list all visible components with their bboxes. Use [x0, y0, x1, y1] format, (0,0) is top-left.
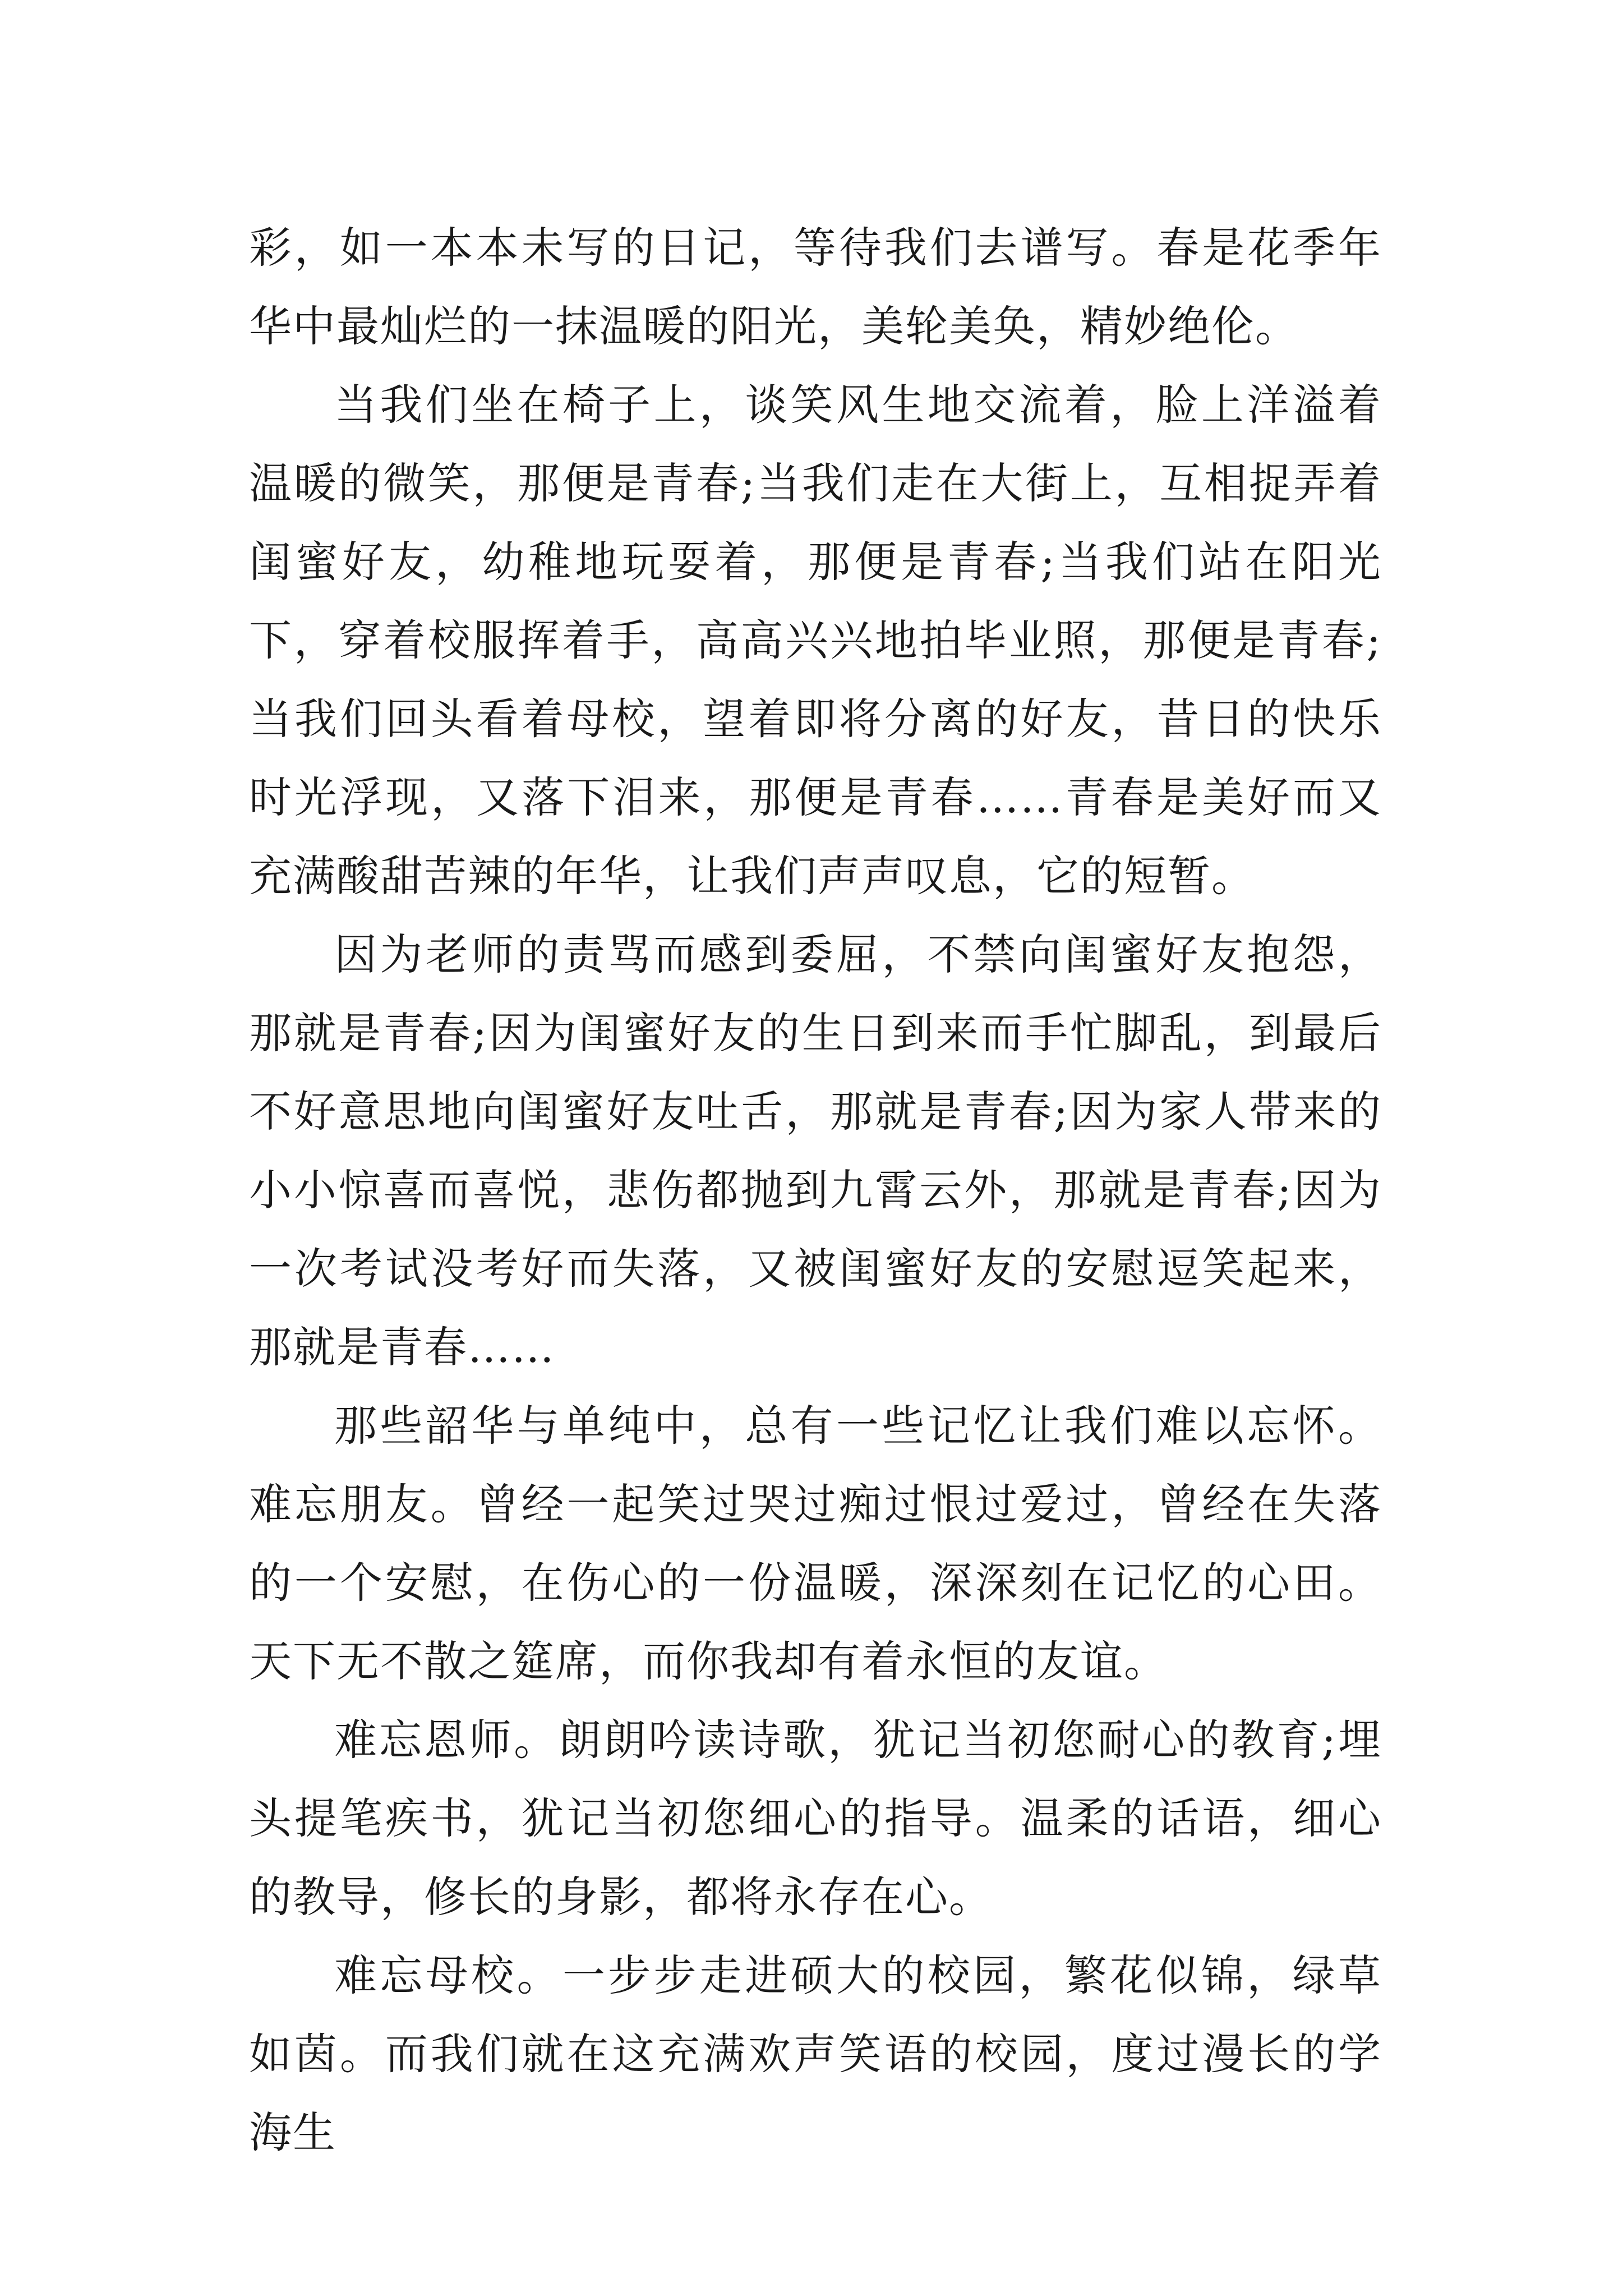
paragraph-3: 因为老师的责骂而感到委屈，不禁向闺蜜好友抱怨，那就是青春;因为闺蜜好友的生日到来而手忙脚乱，到最后不好意思地向闺蜜好友吐舌，那就是青春;因为家人带来的小小惊喜而喜悦，悲伤都抛到九霄云外，那就是青春;因为一次考试没考好而失落，又被闺蜜好友的安慰逗笑起来，那就是青春…… [249, 930, 1382, 1372]
paragraph-2: 当我们坐在椅子上，谈笑风生地交流着，脸上洋溢着温暖的微笑，那便是青春;当我们走在大街上，互相捉弄着闺蜜好友，幼稚地玩耍着，那便是青春;当我们站在阳光下，穿着校服挥着手，高高兴兴地拍毕业照，那便是青春;当我们回头看着母校，望着即将分离的好友，昔日的快乐时光浮现，又落下泪来，那便是青春……青春是美好而又充满酸甜苦辣的年华，让我们声声叹息，它的短暂。 [249, 380, 1382, 901]
paragraph-5: 难忘恩师。朗朗吟读诗歌，犹记当初您耐心的教育;埋头提笔疾书，犹记当初您细心的指导。温柔的话语，细心的教导，修长的身影，都将永存在心。 [249, 1715, 1382, 1922]
paragraph-6: 难忘母校。一步步走进硕大的校园，繁花似锦，绿草如茵。而我们就在这充满欢声笑语的校园，度过漫长的学海生 [249, 1950, 1382, 2157]
paragraph-1: 彩，如一本本未写的日记，等待我们去谱写。春是花季年华中最灿烂的一抹温暖的阳光，美轮美奂，精妙绝伦。 [249, 223, 1382, 351]
paragraph-4: 那些韶华与单纯中，总有一些记忆让我们难以忘怀。难忘朋友。曾经一起笑过哭过痴过恨过爱过，曾经在失落的一个安慰，在伤心的一份温暖，深深刻在记忆的心田。天下无不散之筵席，而你我却有着永恒的友谊。 [249, 1401, 1382, 1686]
body-text [249, 209, 1382, 2172]
